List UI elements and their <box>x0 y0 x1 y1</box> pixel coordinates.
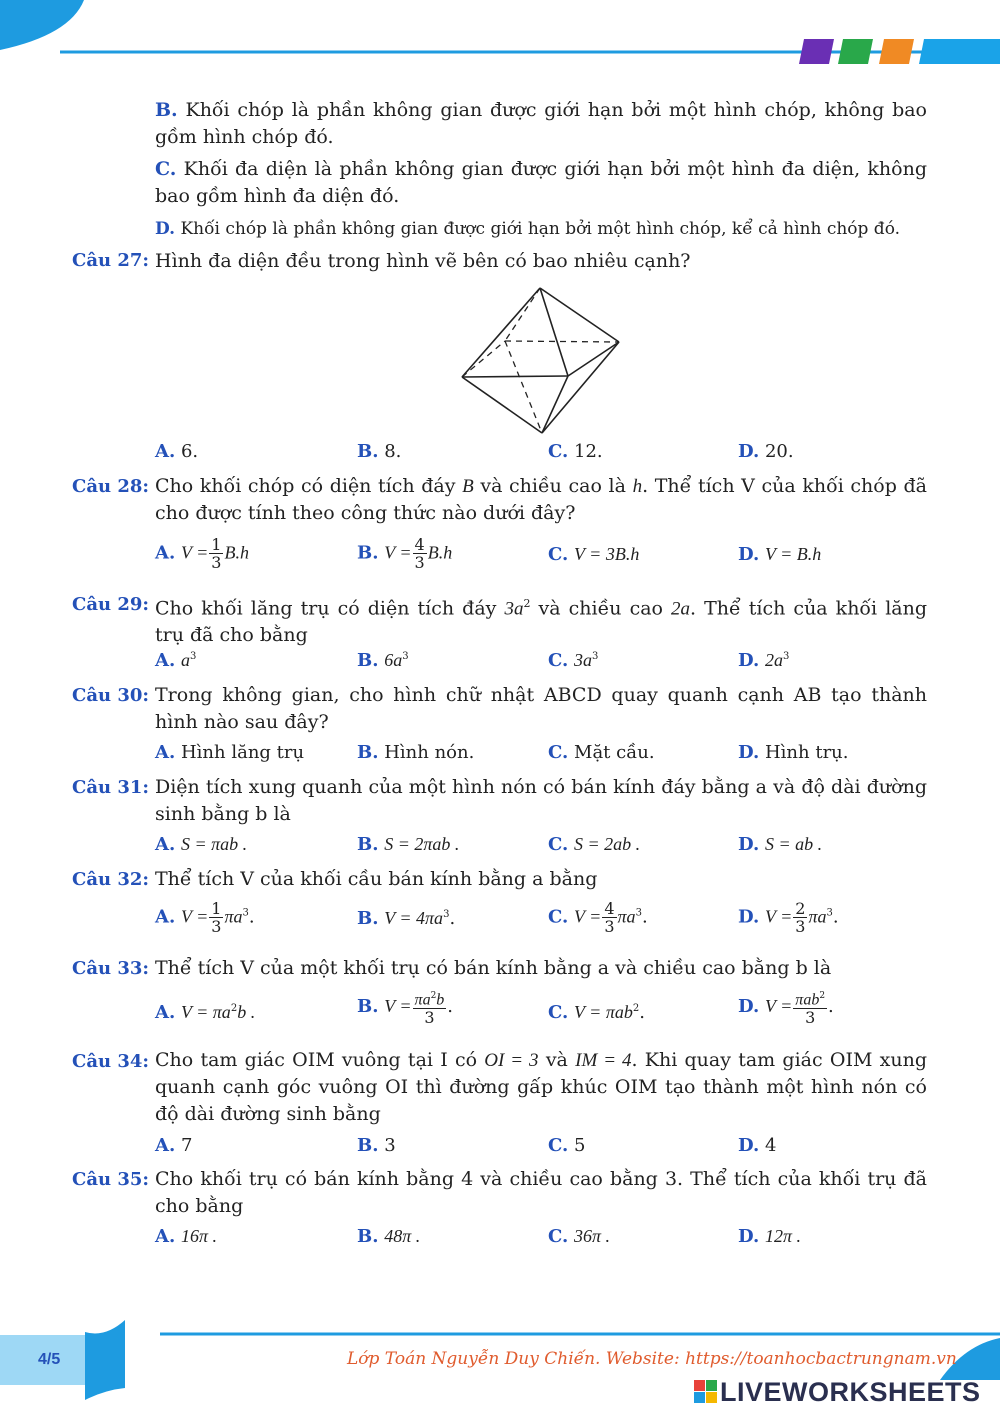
q34-option-c[interactable]: C. 5 <box>548 1135 586 1156</box>
q31-option-a[interactable]: A. S = πab . <box>155 834 248 855</box>
q33-option-c[interactable]: C. V = πab$^2$. <box>548 1002 645 1023</box>
question-27-label: Câu 27: <box>72 250 150 271</box>
q31-option-d[interactable]: D. S = ab . <box>738 834 823 855</box>
q29-option-c[interactable]: C. $3a^3$ <box>548 650 599 671</box>
header-color-bar <box>838 39 873 64</box>
question-31-label: Câu 31: <box>72 777 150 798</box>
header-decoration <box>0 0 1000 70</box>
q27-option-c[interactable]: C. 12. <box>548 441 603 462</box>
question-33-text: Thể tích V của một khối trụ có bán kính bằng a và chiều cao bằng b là <box>155 957 832 979</box>
q34-option-d[interactable]: D. 4 <box>738 1135 777 1156</box>
q32-option-c[interactable]: C. V = $\frac{4}{3}$ $\pi a^3$. <box>548 899 648 936</box>
question-34-text: Cho tam giác OIM vuông tại I có OI = 3 và IM = 4. Khi quay tam giác OIM xung quanh cạnh góc vuông OI thì đường gấp khúc OIM tạo thành một hình nón có độ dài đường sinh bằng <box>155 1049 928 1125</box>
octahedron-figure <box>455 282 630 437</box>
q35-option-b[interactable]: B. 48π . <box>357 1226 421 1247</box>
question-30-label: Câu 30: <box>72 685 150 706</box>
header-color-bar <box>879 39 914 64</box>
option-c-statement: C. Khối đa diện là phần không gian được giới hạn bởi một hình đa diện, không bao gồm hình đa diện đó. <box>155 158 927 207</box>
question-30-text: Trong không gian, cho hình chữ nhật ABCD quay quanh cạnh AB tạo thành hình nào sau đây? <box>155 684 927 733</box>
question-28-label: Câu 28: <box>72 476 150 497</box>
q30-option-c[interactable]: C. Mặt cầu. <box>548 742 655 763</box>
q34-option-a[interactable]: A. 7 <box>155 1135 193 1156</box>
q29-option-b[interactable]: B. $6a^3$ <box>357 650 409 671</box>
question-34-label: Câu 34: <box>72 1051 150 1072</box>
q34-option-b[interactable]: B. 3 <box>357 1135 396 1156</box>
q28-option-c[interactable]: C. V = 3B.h <box>548 544 640 565</box>
question-32-text: Thể tích V của khối cầu bán kính bằng a bằng <box>155 868 598 890</box>
q31-option-c[interactable]: C. S = 2ab . <box>548 834 641 855</box>
q27-option-d[interactable]: D. 20. <box>738 441 794 462</box>
question-32-label: Câu 32: <box>72 869 150 890</box>
q35-option-a[interactable]: A. 16π . <box>155 1226 217 1247</box>
q27-option-a[interactable]: A. 6. <box>155 441 199 462</box>
q35-option-d[interactable]: D. 12π . <box>738 1226 801 1247</box>
q30-option-b[interactable]: B. Hình nón. <box>357 742 475 763</box>
question-27-text: Hình đa diện đều trong hình vẽ bên có bao nhiêu cạnh? <box>155 250 691 272</box>
q32-option-d[interactable]: D. V = $\frac{2}{3}$ $\pi a^3$. <box>738 899 839 936</box>
question-28-text: Cho khối chóp có diện tích đáy B và chiều cao là h. Thể tích V của khối chóp đã cho được tính theo công thức nào dưới đây? <box>155 475 928 524</box>
q35-option-c[interactable]: C. 36π . <box>548 1226 611 1247</box>
footer-credit[interactable]: Lớp Toán Nguyễn Duy Chiến. Website: https://toanhocbactrungnam.vn <box>347 1349 957 1369</box>
q32-option-b[interactable]: B. $V = 4\pi a^3$. <box>357 908 456 929</box>
q29-option-d[interactable]: D. $2a^3$ <box>738 650 790 671</box>
q33-option-d[interactable]: D. V = $\frac{\pi ab^2}{3}$ . <box>738 988 834 1026</box>
question-31-text: Diện tích xung quanh của một hình nón có bán kính đáy bằng a và độ dài đường sinh bằng b là <box>155 776 927 825</box>
q28-option-b[interactable]: B. V = $\frac{4}{3}$ B.h <box>357 535 453 572</box>
q33-option-a[interactable]: A. $V = \pi a^2b$ . <box>155 1002 256 1023</box>
q27-option-b[interactable]: B. 8. <box>357 441 402 462</box>
option-b-statement: B. Khối chóp là phần không gian được giới hạn bởi một hình chóp, không bao gồm hình chóp đó. <box>155 99 928 148</box>
q33-option-b[interactable]: B. V = $\frac{\pi a^2b}{3}$ . <box>357 988 453 1026</box>
question-33-label: Câu 33: <box>72 958 150 979</box>
header-color-bar <box>799 39 834 64</box>
liveworksheets-logo-icon <box>694 1380 718 1404</box>
q30-option-d[interactable]: D. Hình trụ. <box>738 742 849 763</box>
option-d-statement: D. Khối chóp là phần không gian được giới hạn bởi một hình chóp, kể cả hình chóp đó. <box>155 219 901 239</box>
question-29-label: Câu 29: <box>72 594 150 615</box>
q29-option-a[interactable]: A. $a^3$ <box>155 650 197 671</box>
header-color-bar <box>919 39 1000 64</box>
question-35-text: Cho khối trụ có bán kính bằng 4 và chiều cao bằng 3. Thể tích của khối trụ đã cho bằng <box>155 1168 927 1217</box>
page-number: 4/5 <box>38 1351 61 1368</box>
question-29-text: Cho khối lăng trụ có diện tích đáy $3a^2$ và chiều cao 2a. Thể tích của khối lăng trụ đã cho bằng <box>155 597 927 647</box>
q32-option-a[interactable]: A. V = $\frac{1}{3}$ $\pi a^3$. <box>155 899 255 936</box>
question-35-label: Câu 35: <box>72 1169 150 1190</box>
q31-option-b[interactable]: B. S = 2πab . <box>357 834 460 855</box>
q28-option-d[interactable]: D. V = B.h <box>738 544 822 565</box>
q28-option-a[interactable]: A. V = $\frac{1}{3}$ B.h <box>155 535 249 572</box>
liveworksheets-brand: LIVEWORKSHEETS <box>720 1377 981 1407</box>
q30-option-a[interactable]: A. Hình lăng trụ <box>155 742 305 763</box>
